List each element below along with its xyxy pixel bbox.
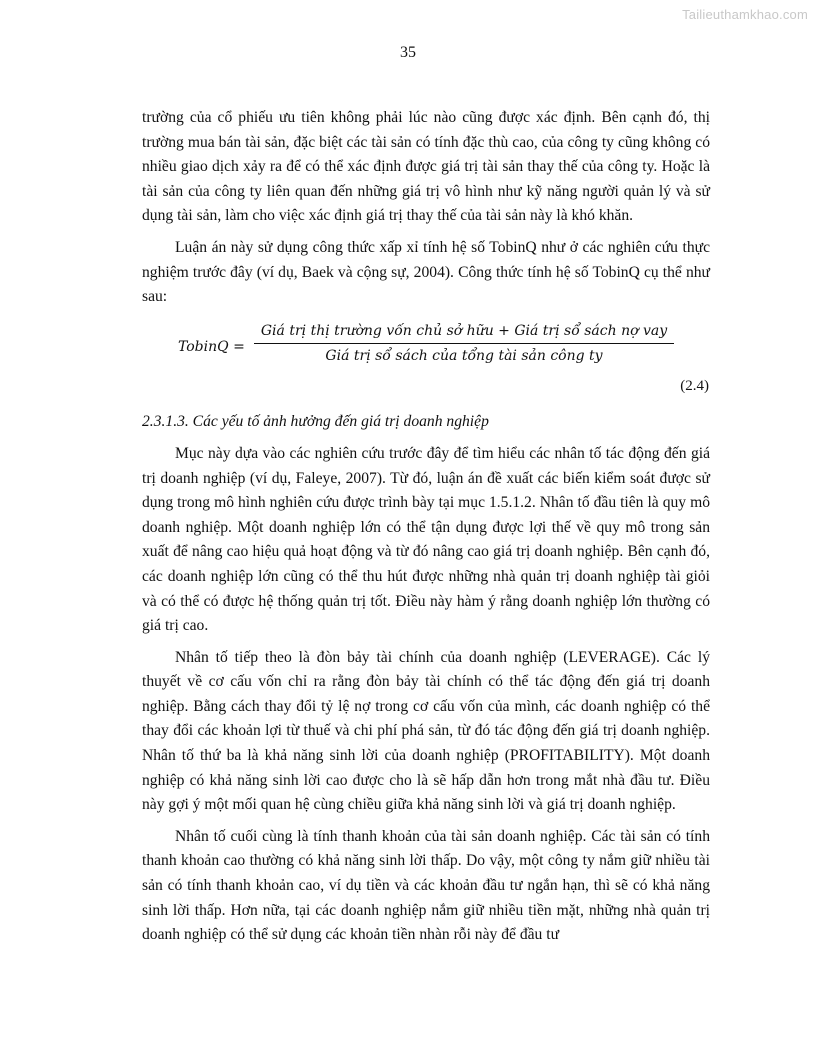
paragraph-liquidity: Nhân tố cuối cùng là tính thanh khoản của tài sản doanh nghiệp. Các tài sản có tính thanh khoản cao thường có khả năng sinh lời thấp. Do vậy, một công ty nắm giữ nhiều tài sản có tính thanh khoản cao, ví dụ tiền và các khoản đầu tư ngắn hạn, thì sẽ có khả năng sinh lời thấp. Hơn nữa, tại các doanh nghiệp nắm giữ nhiều tiền mặt, những nhà quản trị doanh nghiệp có thể sử dụng các khoản tiền nhàn rỗi này để đầu tư [142, 827, 710, 944]
formula-fraction [254, 321, 674, 367]
paragraph-firm-size: Mục này dựa vào các nghiên cứu trước đây để tìm hiểu các nhân tố tác động đến giá trị doanh nghiệp (ví dụ, Faleye, 2007). Từ đó, luận án đề xuất các biến kiểm soát được sử dụng trong mô hình nghiên cứu được trình bày tại mục 1.5.1.2. Nhân tố đầu tiên là quy mô doanh nghiệp. Một doanh nghiệp lớn có thể tận dụng được lợi thế về quy mô trong sản xuất để nâng cao hiệu quả hoạt động và từ đó nâng cao giá trị doanh nghiệp. Bên cạnh đó, các doanh nghiệp lớn cũng có thể thu hút được những nhà quản trị doanh nghiệp tài giỏi và có thể có được hệ thống quản trị tốt. Điều này hàm ý rằng doanh nghiệp lớn thường có giá trị cao. [142, 444, 710, 635]
tobinq-formula [142, 321, 710, 371]
page-number: 35 [400, 44, 416, 61]
formula-lhs: TobinQ = [178, 338, 245, 355]
paragraph-tobinq-intro: Luận án này sử dụng công thức xấp xỉ tính hệ số TobinQ như ở các nghiên cứu thực nghiệm trước đây (ví dụ, Baek và cộng sự, 2004). Công thức tính hệ số TobinQ cụ thể như sau: [142, 238, 710, 306]
paragraph-leverage: Nhân tố tiếp theo là đòn bảy tài chính của doanh nghiệp (LEVERAGE). Các lý thuyết về cơ cấu vốn chỉ ra rằng đòn bảy tài chính có thể tác động đến giá trị doanh nghiệp. Bằng cách thay đổi tỷ lệ nợ trong cơ cấu vốn của mình, các doanh nghiệp có thể thay đổi các khoản lợi từ thuế và chi phí phá sản, từ đó tác động đến giá trị doanh nghiệp. Nhân tố thứ ba là khả năng sinh lời của doanh nghiệp (PROFITABILITY). Một doanh nghiệp có khả năng sinh lời cao được cho là sẽ hấp dẫn hơn trong mắt nhà đầu tư. Điều này gợi ý một mối quan hệ cùng chiều giữa khả năng sinh lời và giá trị doanh nghiệp. [142, 648, 710, 814]
formula-denominator: Giá trị sổ sách của tổng tài sản công ty [325, 347, 603, 364]
page-content [142, 106, 710, 948]
section-heading: 2.3.1.3. Các yếu tố ảnh hưởng đến giá trị doanh nghiệp [142, 413, 489, 431]
formula-numerator: Giá trị thị trường vốn chủ sở hữu + Giá trị sổ sách nợ vay [260, 322, 668, 339]
paragraph-continuation: trường của cổ phiếu ưu tiên không phải lúc nào cũng được xác định. Bên cạnh đó, thị trường mua bán tài sản, đặc biệt các tài sản có tính đặc thù cao, của công ty cũng không có nhiều giao dịch xảy ra để có thể xác định được giá trị tài sản thay thế của công ty. Hoặc là tài sản của công ty liên quan đến những giá trị vô hình như kỹ năng người quản lý và sử dụng tài sản, làm cho việc xác định giá trị thay thế của tài sản này là khó khăn. [142, 109, 710, 225]
fraction-bar [254, 343, 674, 344]
watermark: Tailieuthamkhao.com [682, 7, 808, 22]
equation-number: (2.4) [680, 377, 709, 394]
